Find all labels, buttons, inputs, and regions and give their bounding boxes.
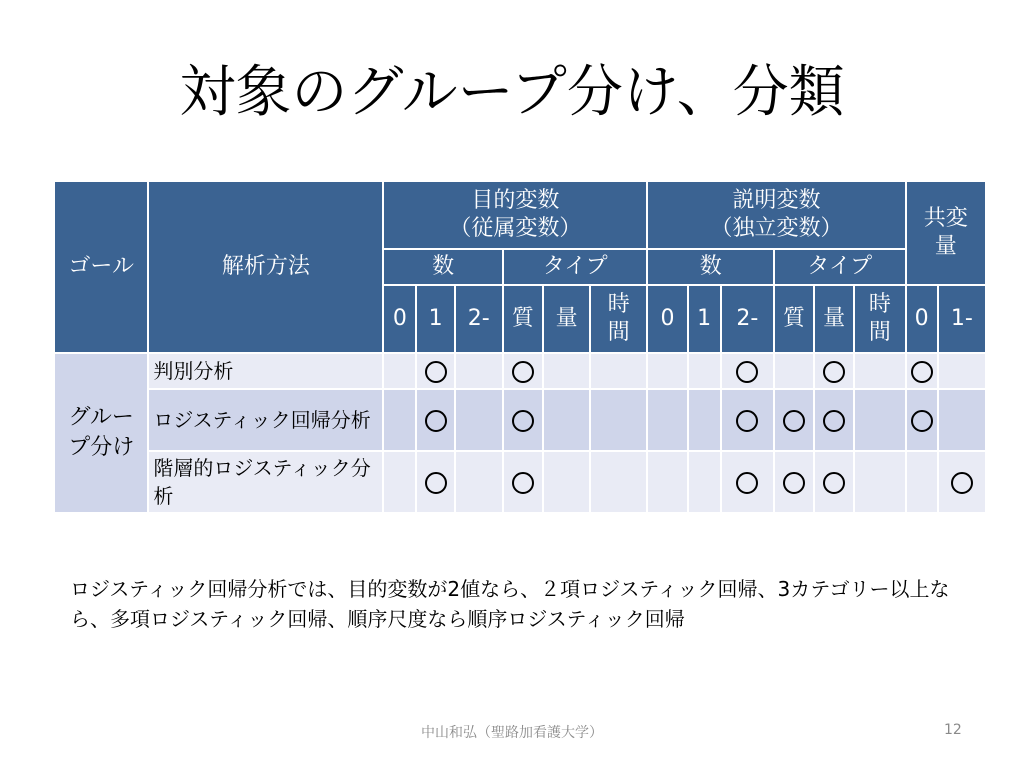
mark-cell bbox=[543, 451, 590, 513]
mark-cell bbox=[416, 451, 454, 513]
mark-cell bbox=[774, 451, 814, 513]
mark-cell bbox=[721, 451, 774, 513]
mark-cell bbox=[938, 389, 986, 451]
mark-cell bbox=[688, 389, 721, 451]
sub-header-i1: 1 bbox=[688, 285, 721, 353]
mark-cell bbox=[854, 451, 905, 513]
circle-mark-icon bbox=[911, 361, 933, 383]
sub-header-dq: 質 bbox=[503, 285, 543, 353]
method-name: ロジスティック回帰分析 bbox=[148, 389, 383, 451]
mark-cell bbox=[814, 353, 854, 389]
table-row bbox=[54, 353, 986, 389]
header-dependent-line2: （従属変数） bbox=[449, 216, 582, 241]
mark-cell bbox=[543, 353, 590, 389]
mark-cell bbox=[383, 389, 416, 451]
note-text: ロジスティック回帰分析では、目的変数が2値なら、２項ロジスティック回帰、3カテゴリー以上なら、多項ロジスティック回帰、順序尺度なら順序ロジスティック回帰 bbox=[70, 577, 950, 631]
mark-cell bbox=[906, 451, 938, 513]
page-number: 12 bbox=[944, 722, 962, 738]
mark-cell bbox=[416, 389, 454, 451]
circle-mark-icon bbox=[736, 361, 758, 383]
sub-header-d1: 1 bbox=[416, 285, 454, 353]
header-covariate: 共変量 bbox=[906, 181, 986, 285]
mark-cell bbox=[647, 353, 687, 389]
header-dependent-type: タイプ bbox=[503, 249, 648, 285]
header-method: 解析方法 bbox=[148, 181, 383, 353]
mark-cell bbox=[938, 451, 986, 513]
circle-mark-icon bbox=[911, 410, 933, 432]
mark-cell bbox=[906, 389, 938, 451]
sub-header-i0: 0 bbox=[647, 285, 687, 353]
analysis-table bbox=[53, 180, 987, 514]
mark-cell bbox=[688, 451, 721, 513]
mark-cell bbox=[906, 353, 938, 389]
header-independent-line1: 説明変数 bbox=[732, 188, 821, 213]
sub-header-dn: 量 bbox=[543, 285, 590, 353]
mark-cell bbox=[688, 353, 721, 389]
sub-header-it: 時間 bbox=[854, 285, 905, 353]
sub-header-i2: 2- bbox=[721, 285, 774, 353]
mark-cell bbox=[590, 389, 647, 451]
header-dependent-line1: 目的変数 bbox=[471, 188, 560, 213]
sub-header-in: 量 bbox=[814, 285, 854, 353]
sub-header-dt: 時間 bbox=[590, 285, 647, 353]
mark-cell bbox=[647, 389, 687, 451]
header-independent-line2: （独立変数） bbox=[710, 216, 843, 241]
circle-mark-icon bbox=[736, 472, 758, 494]
table-row bbox=[54, 389, 986, 451]
circle-mark-icon bbox=[512, 472, 534, 494]
mark-cell bbox=[647, 451, 687, 513]
mark-cell bbox=[455, 389, 503, 451]
mark-cell bbox=[590, 353, 647, 389]
mark-cell bbox=[938, 353, 986, 389]
header-dependent bbox=[383, 181, 647, 249]
circle-mark-icon bbox=[783, 472, 805, 494]
mark-cell bbox=[854, 353, 905, 389]
circle-mark-icon bbox=[823, 472, 845, 494]
sub-header-d2: 2- bbox=[455, 285, 503, 353]
mark-cell bbox=[503, 353, 543, 389]
slide-title: 対象のグループ分け、分類 bbox=[179, 60, 845, 125]
mark-cell bbox=[814, 451, 854, 513]
mark-cell bbox=[455, 451, 503, 513]
mark-cell bbox=[590, 451, 647, 513]
mark-cell bbox=[416, 353, 454, 389]
sub-header-c0: 0 bbox=[906, 285, 938, 353]
circle-mark-icon bbox=[425, 472, 447, 494]
method-name: 判別分析 bbox=[148, 353, 383, 389]
mark-cell bbox=[774, 353, 814, 389]
mark-cell bbox=[383, 353, 416, 389]
mark-cell bbox=[503, 389, 543, 451]
circle-mark-icon bbox=[512, 410, 534, 432]
circle-mark-icon bbox=[425, 361, 447, 383]
mark-cell bbox=[503, 451, 543, 513]
circle-mark-icon bbox=[512, 361, 534, 383]
circle-mark-icon bbox=[823, 361, 845, 383]
circle-mark-icon bbox=[783, 410, 805, 432]
mark-cell bbox=[774, 389, 814, 451]
mark-cell bbox=[543, 389, 590, 451]
circle-mark-icon bbox=[823, 410, 845, 432]
method-name: 階層的ロジスティック分析 bbox=[148, 451, 383, 513]
sub-header-iq: 質 bbox=[774, 285, 814, 353]
mark-cell bbox=[721, 353, 774, 389]
header-dependent-count: 数 bbox=[383, 249, 502, 285]
mark-cell bbox=[721, 389, 774, 451]
mark-cell bbox=[383, 451, 416, 513]
header-goal: ゴール bbox=[54, 181, 148, 353]
circle-mark-icon bbox=[425, 410, 447, 432]
mark-cell bbox=[455, 353, 503, 389]
header-independent-count: 数 bbox=[647, 249, 774, 285]
circle-mark-icon bbox=[951, 472, 973, 494]
header-independent bbox=[647, 181, 905, 249]
mark-cell bbox=[854, 389, 905, 451]
footer-author: 中山和弘（聖路加看護大学） bbox=[421, 725, 603, 741]
goal-label: グループ分け bbox=[54, 353, 148, 513]
mark-cell bbox=[814, 389, 854, 451]
sub-header-d0: 0 bbox=[383, 285, 416, 353]
table-row bbox=[54, 451, 986, 513]
header-independent-type: タイプ bbox=[774, 249, 906, 285]
sub-header-c1: 1- bbox=[938, 285, 986, 353]
circle-mark-icon bbox=[736, 410, 758, 432]
